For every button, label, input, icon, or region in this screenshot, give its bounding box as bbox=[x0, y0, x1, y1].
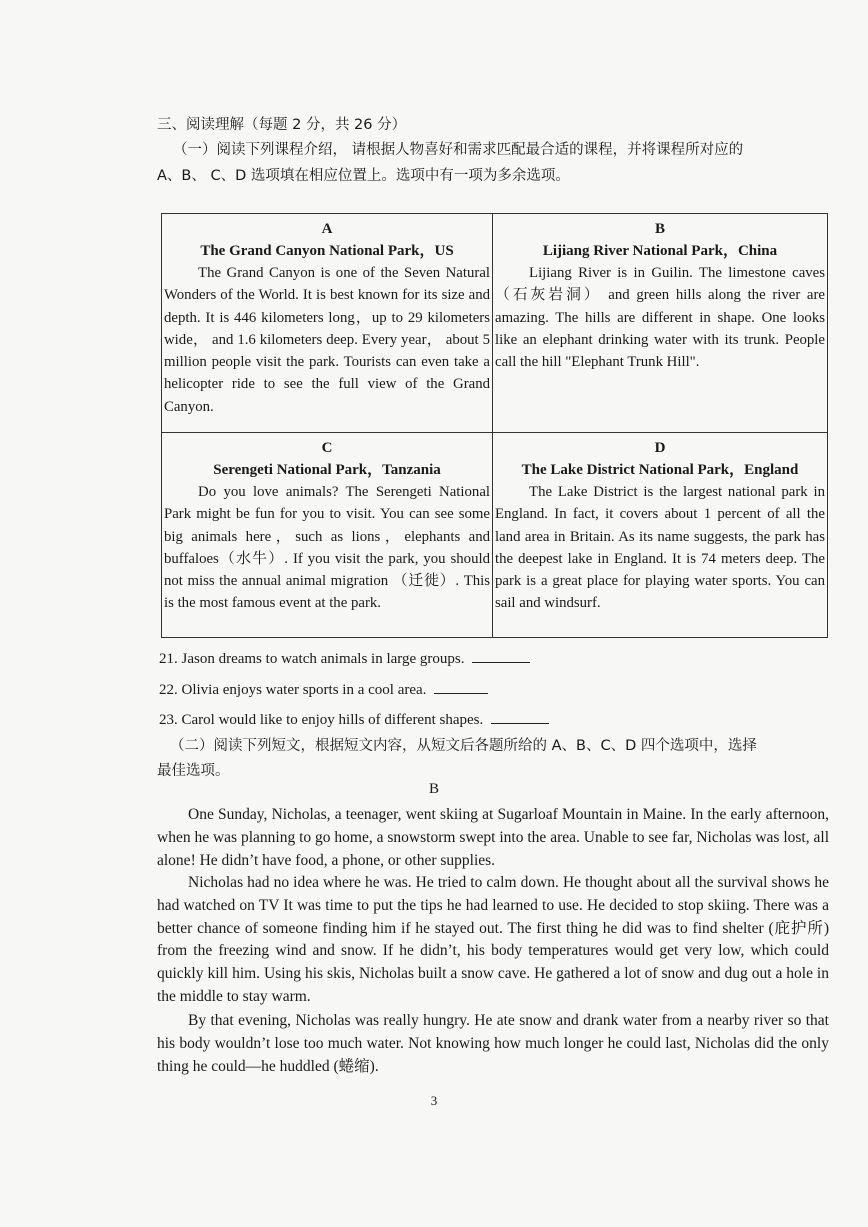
course-title: The Grand Canyon National Park，US bbox=[200, 243, 454, 259]
course-letter: D bbox=[654, 440, 666, 456]
part1-instruction-line2: A、B、 C、D 选项填在相应位置上。选项中有一项为多余选项。 bbox=[157, 168, 570, 184]
course-letter: C bbox=[321, 440, 333, 456]
course-cell-d bbox=[493, 433, 828, 638]
question-text: 23. Carol would like to enjoy hills of different shapes. bbox=[159, 712, 484, 728]
part2-instruction-line2: 最佳选项。 bbox=[157, 763, 230, 779]
course-table bbox=[161, 213, 828, 638]
passage-paragraph-3: By that evening, Nicholas was really hungry. He ate snow and drank water from a nearby river so that his body wouldn’t lose too much water. Not knowing how much longer he could last, Nicholas did the only thing he could—he huddled (蜷缩). bbox=[157, 1012, 829, 1075]
part1-instruction-line1: （一）阅读下列课程介绍， 请根据人物喜好和需求匹配最合适的课程，并将课程所对应的 bbox=[173, 142, 744, 158]
course-description: The Lake District is the largest national park in England. In fact, it covers about 1 percent of all the land area in Britain. As its name suggests, the park has the deepest lake in England. It is 74 meters deep. The park is a great place for playing water sports. You can sail and windsurf. bbox=[495, 484, 825, 612]
question-22 bbox=[159, 679, 488, 700]
course-letter: A bbox=[321, 221, 333, 237]
question-text: 22. Olivia enjoys water sports in a cool area. bbox=[159, 682, 427, 698]
course-title: Serengeti National Park，Tanzania bbox=[213, 462, 441, 478]
question-23 bbox=[159, 709, 549, 730]
passage-label: B bbox=[428, 781, 439, 797]
course-title: Lijiang River National Park，China bbox=[542, 243, 778, 259]
course-description: Do you love animals? The Serengeti National Park might be fun for you to visit. You can see some big animals here，such as lions，elephants and buffaloes（水牛）. If you visit the park, you should not miss the annual animal migration （迁徙）. This is the most famous event at the park. bbox=[164, 484, 490, 612]
course-cell-a bbox=[162, 214, 493, 433]
passage-paragraph-1: One Sunday, Nicholas, a teenager, went skiing at Sugarloaf Mountain in Maine. In the early afternoon, when he was planning to go home, a snowstorm swept into the area. Unable to see far, Nicholas was lost, all alone! He didn’t have food, a phone, or other supplies. bbox=[157, 806, 829, 869]
passage-paragraph-2: Nicholas had no idea where he was. He tried to calm down. He thought about all the survival shows he had watched on TV It was time to put the tips he had learned to use. He decided to stop skiing. There was a better chance of someone finding him if he stayed out. The first thing he did was to find shelter (庇护所) from the freezing wind and snow. If he didn’t, his body temperatures would get very low, which could quickly kill him. Using his skis, Nicholas built a snow cave. He gathered a lot of snow and dug out a hole in the middle to stay warm. bbox=[157, 874, 829, 1005]
answer-blank[interactable] bbox=[491, 709, 549, 724]
course-description: Lijiang River is in Guilin. The limestone caves （石灰岩洞） and green hills along the river are amazing. The hills are different in shape. One looks like an elephant drinking water with its trunk. People call the hill "Elephant Trunk Hill". bbox=[495, 265, 825, 371]
section-heading: 三、阅读理解（每题 2 分，共 26 分） bbox=[157, 117, 407, 133]
question-21 bbox=[159, 648, 530, 669]
page-number: 3 bbox=[430, 1093, 438, 1108]
course-title: The Lake District National Park，England bbox=[521, 462, 799, 478]
answer-blank[interactable] bbox=[434, 679, 488, 694]
part2-instruction-line1: （二）阅读下列短文，根据短文内容，从短文后各题所给的 A、B、C、D 四个选项中，选择 bbox=[170, 738, 757, 754]
course-cell-b bbox=[493, 214, 828, 433]
course-letter: B bbox=[654, 221, 665, 237]
answer-blank[interactable] bbox=[472, 648, 530, 663]
course-description: The Grand Canyon is one of the Seven Natural Wonders of the World. It is best known for its size and depth. It is 446 kilometers long，up to 29 kilometers wide， and 1.6 kilometers deep. Every year， about 5 million people visit the park. Tourists can even take a helicopter ride to see the full view of the Grand Canyon. bbox=[164, 265, 490, 415]
question-text: 21. Jason dreams to watch animals in large groups. bbox=[159, 651, 465, 667]
course-cell-c bbox=[162, 433, 493, 638]
